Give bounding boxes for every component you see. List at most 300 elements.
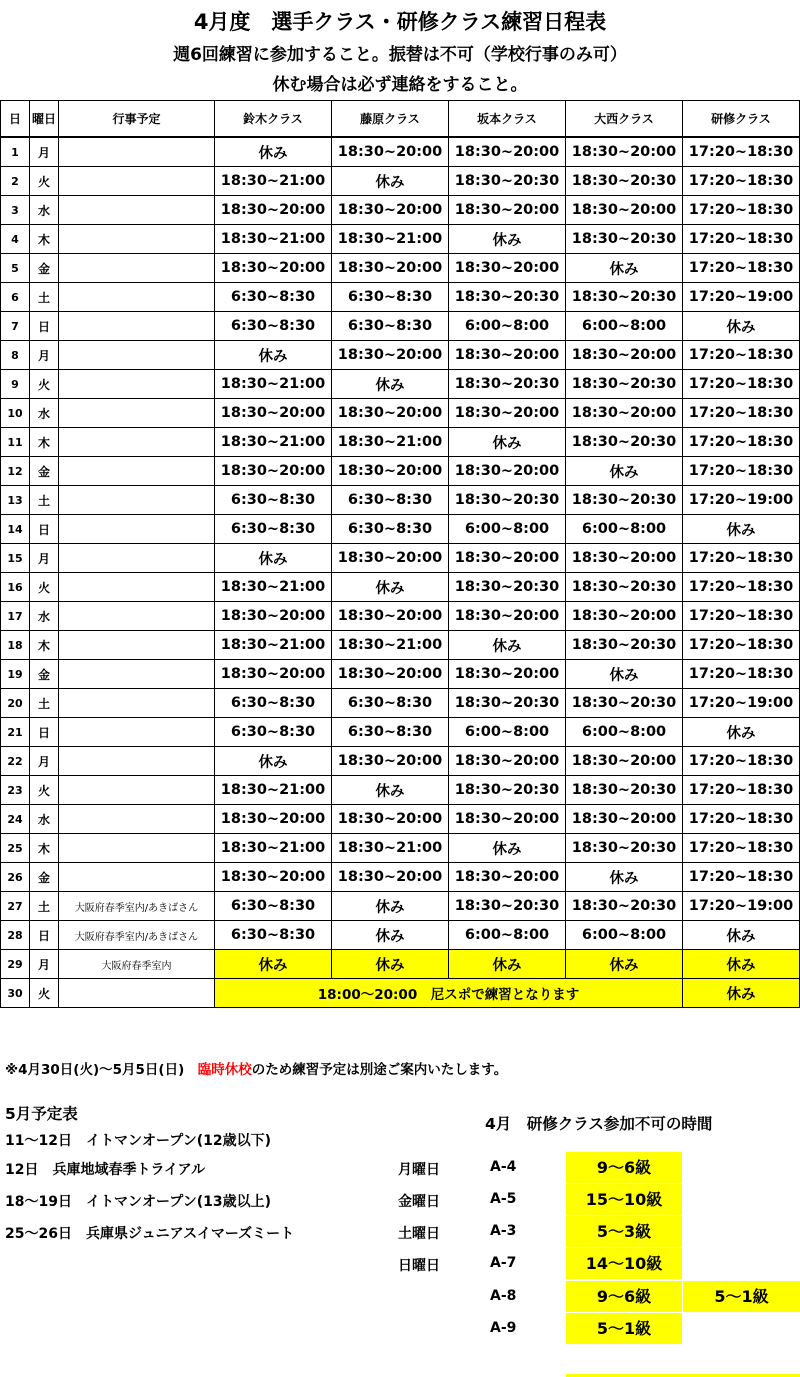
- cell-dow: 月: [30, 544, 59, 573]
- cell-dow: 木: [30, 225, 59, 254]
- cell-dow: 水: [30, 805, 59, 834]
- table-row: [1, 892, 800, 921]
- cell-onishi: 休み: [566, 254, 683, 283]
- restriction-group: A-4: [490, 1159, 517, 1175]
- cell-kenshu: 17:20~18:30: [683, 196, 800, 225]
- cell-kenshu: 17:20~18:30: [683, 341, 800, 370]
- cell-event: [59, 254, 215, 283]
- cell-kenshu: 17:20~18:30: [683, 167, 800, 196]
- cell-sakamoto: 18:30~20:30: [449, 892, 566, 921]
- cell-event: [59, 515, 215, 544]
- table-row: [1, 718, 800, 747]
- cell-day: 7: [1, 312, 30, 341]
- cell-day: 19: [1, 660, 30, 689]
- cell-kenshu: 17:20~18:30: [683, 399, 800, 428]
- cell-event: [59, 979, 215, 1008]
- col-header-onishi: 大西クラス: [566, 101, 683, 138]
- cell-dow: 金: [30, 254, 59, 283]
- cell-kenshu: 休み: [683, 312, 800, 341]
- table-row: [1, 660, 800, 689]
- cell-suzuki: 6:30~8:30: [215, 515, 332, 544]
- may-schedule-item: 18～19日 イトマンオープン(13歳以上): [5, 1194, 271, 1210]
- restriction-group: A-8: [490, 1288, 517, 1304]
- cell-kenshu: 休み: [683, 950, 800, 979]
- cell-dow: 月: [30, 341, 59, 370]
- cell-sakamoto: 18:30~20:30: [449, 370, 566, 399]
- cell-sakamoto: 休み: [449, 950, 566, 979]
- cell-suzuki: 18:30~20:00: [215, 863, 332, 892]
- cell-fujiwara: 18:30~20:00: [332, 602, 449, 631]
- cell-kenshu: 17:20~19:00: [683, 283, 800, 312]
- cell-suzuki: 18:30~21:00: [215, 428, 332, 457]
- cell-fujiwara: 18:30~20:00: [332, 660, 449, 689]
- table-row: [1, 834, 800, 863]
- cell-onishi: 18:30~20:00: [566, 544, 683, 573]
- restriction-group: A-7: [490, 1255, 517, 1271]
- cell-day: 4: [1, 225, 30, 254]
- cell-day: 21: [1, 718, 30, 747]
- cell-kenshu: 休み: [683, 921, 800, 950]
- cell-sakamoto: 休み: [449, 225, 566, 254]
- cell-fujiwara: 6:30~8:30: [332, 283, 449, 312]
- cell-suzuki: 休み: [215, 137, 332, 167]
- table-row: [1, 544, 800, 573]
- table-row: [1, 689, 800, 718]
- cell-day: 18: [1, 631, 30, 660]
- table-row: [1, 167, 800, 196]
- restriction-day: 土曜日: [398, 1226, 440, 1242]
- table-row: [1, 196, 800, 225]
- cell-sakamoto: 18:30~20:00: [449, 254, 566, 283]
- cell-event: [59, 718, 215, 747]
- cell-dow: 土: [30, 689, 59, 718]
- closure-note-text: のため練習予定は別途ご案内いたします。: [251, 1062, 508, 1078]
- table-row: [1, 776, 800, 805]
- restriction-day: 月曜日: [398, 1162, 440, 1178]
- cell-sakamoto: 18:30~20:30: [449, 283, 566, 312]
- cell-event: [59, 863, 215, 892]
- cell-suzuki: 18:30~20:00: [215, 660, 332, 689]
- restriction-level: 9～6級: [566, 1281, 682, 1312]
- cell-kenshu: 17:20~18:30: [683, 544, 800, 573]
- cell-fujiwara: 18:30~21:00: [332, 428, 449, 457]
- table-row: [1, 312, 800, 341]
- cell-sakamoto: 18:30~20:00: [449, 457, 566, 486]
- cell-day: 16: [1, 573, 30, 602]
- cell-fujiwara: 休み: [332, 892, 449, 921]
- col-header-kenshu: 研修クラス: [683, 101, 800, 138]
- cell-fujiwara: 休み: [332, 921, 449, 950]
- restriction-level: 5～3級: [566, 1216, 682, 1247]
- cell-day: 14: [1, 515, 30, 544]
- cell-dow: 日: [30, 312, 59, 341]
- cell-suzuki: 18:30~21:00: [215, 776, 332, 805]
- cell-day: 15: [1, 544, 30, 573]
- cell-dow: 金: [30, 457, 59, 486]
- cell-event: [59, 137, 215, 167]
- cell-sakamoto: 18:30~20:00: [449, 602, 566, 631]
- instruction-line-1: 週6回練習に参加すること。振替は不可（学校行事のみ可）: [173, 45, 627, 65]
- closure-note: [5, 1058, 507, 1078]
- cell-sakamoto: 18:30~20:30: [449, 167, 566, 196]
- cell-kenshu: 17:20~18:30: [683, 863, 800, 892]
- cell-kenshu: 17:20~18:30: [683, 428, 800, 457]
- cell-onishi: 6:00~8:00: [566, 312, 683, 341]
- may-schedule-item: 11～12日 イトマンオープン(12歳以下): [5, 1133, 271, 1149]
- cell-onishi: 18:30~20:30: [566, 370, 683, 399]
- cell-suzuki: 18:30~21:00: [215, 225, 332, 254]
- cell-onishi: 18:30~20:30: [566, 167, 683, 196]
- cell-sakamoto: 6:00~8:00: [449, 515, 566, 544]
- restriction-group: A-3: [490, 1223, 517, 1239]
- cell-kenshu: 17:20~18:30: [683, 747, 800, 776]
- may-schedule-item: 25～26日 兵庫県ジュニアスイマーズミート: [5, 1226, 295, 1242]
- cell-onishi: 18:30~20:00: [566, 747, 683, 776]
- cell-fujiwara: 6:30~8:30: [332, 312, 449, 341]
- cell-onishi: 18:30~20:00: [566, 602, 683, 631]
- col-header-day: 日: [1, 101, 30, 138]
- cell-onishi: 18:30~20:30: [566, 689, 683, 718]
- cell-onishi: 18:30~20:30: [566, 573, 683, 602]
- cell-sakamoto: 18:30~20:00: [449, 137, 566, 167]
- cell-kenshu: 17:20~18:30: [683, 225, 800, 254]
- cell-sakamoto: 18:30~20:00: [449, 660, 566, 689]
- cell-kenshu: 17:20~19:00: [683, 486, 800, 515]
- cell-day: 27: [1, 892, 30, 921]
- table-row: [1, 486, 800, 515]
- cell-suzuki: 18:30~21:00: [215, 573, 332, 602]
- cell-dow: 木: [30, 428, 59, 457]
- cell-sakamoto: 18:30~20:00: [449, 747, 566, 776]
- cell-dow: 土: [30, 486, 59, 515]
- cell-event: [59, 312, 215, 341]
- cell-fujiwara: 18:30~20:00: [332, 196, 449, 225]
- cell-onishi: 休み: [566, 660, 683, 689]
- cell-sakamoto: 休み: [449, 631, 566, 660]
- cell-fujiwara: 18:30~20:00: [332, 137, 449, 167]
- cell-event: [59, 370, 215, 399]
- cell-sakamoto: 18:30~20:30: [449, 689, 566, 718]
- cell-day: 25: [1, 834, 30, 863]
- cell-kenshu: 17:20~18:30: [683, 660, 800, 689]
- cell-suzuki: 18:30~20:00: [215, 805, 332, 834]
- cell-dow: 金: [30, 863, 59, 892]
- cell-event: [59, 834, 215, 863]
- restriction-level: 9～6級: [566, 1152, 682, 1183]
- restriction-level: 15～10級: [566, 1184, 682, 1215]
- cell-kenshu: 休み: [683, 515, 800, 544]
- cell-event: [59, 457, 215, 486]
- cell-fujiwara: 6:30~8:30: [332, 718, 449, 747]
- cell-dow: 水: [30, 196, 59, 225]
- cell-suzuki: 休み: [215, 950, 332, 979]
- cell-sakamoto: 18:30~20:30: [449, 776, 566, 805]
- cell-suzuki: 6:30~8:30: [215, 312, 332, 341]
- cell-fujiwara: 18:30~21:00: [332, 225, 449, 254]
- cell-day: 11: [1, 428, 30, 457]
- cell-event: [59, 283, 215, 312]
- table-row: [1, 602, 800, 631]
- cell-dow: 木: [30, 631, 59, 660]
- cell-dow: 火: [30, 167, 59, 196]
- cell-onishi: 18:30~20:30: [566, 428, 683, 457]
- cell-fujiwara: 休み: [332, 370, 449, 399]
- cell-kenshu: 休み: [683, 979, 800, 1008]
- cell-event: 大阪府春季室内/あきばさん: [59, 921, 215, 950]
- cell-onishi: 18:30~20:30: [566, 486, 683, 515]
- cell-event: [59, 602, 215, 631]
- cell-day: 22: [1, 747, 30, 776]
- cell-onishi: 休み: [566, 863, 683, 892]
- cell-event: [59, 747, 215, 776]
- cell-event: [59, 225, 215, 254]
- restriction-day: 金曜日: [398, 1194, 440, 1210]
- cell-fujiwara: 18:30~20:00: [332, 254, 449, 283]
- cell-sakamoto: 18:30~20:00: [449, 544, 566, 573]
- table-row: [1, 137, 800, 167]
- cell-suzuki: 6:30~8:30: [215, 486, 332, 515]
- restriction-title: 4月 研修クラス参加不可の時間: [485, 1115, 713, 1133]
- cell-day: 24: [1, 805, 30, 834]
- cell-onishi: 18:30~20:30: [566, 834, 683, 863]
- cell-kenshu: 17:20~18:30: [683, 137, 800, 167]
- cell-event: 大阪府春季室内: [59, 950, 215, 979]
- schedule-table: [0, 100, 800, 1008]
- cell-sakamoto: 18:30~20:30: [449, 573, 566, 602]
- cell-fujiwara: 18:30~20:00: [332, 341, 449, 370]
- cell-day: 8: [1, 341, 30, 370]
- cell-kenshu: 17:20~18:30: [683, 370, 800, 399]
- cell-merged-notice: 18:00～20:00 尼スポで練習となります: [215, 979, 683, 1008]
- cell-onishi: 休み: [566, 457, 683, 486]
- cell-suzuki: 6:30~8:30: [215, 718, 332, 747]
- cell-onishi: 18:30~20:30: [566, 631, 683, 660]
- cell-fujiwara: 6:30~8:30: [332, 486, 449, 515]
- cell-dow: 火: [30, 370, 59, 399]
- table-row: [1, 515, 800, 544]
- cell-event: [59, 486, 215, 515]
- cell-dow: 土: [30, 892, 59, 921]
- col-header-dow: 曜日: [30, 101, 59, 138]
- restriction-level: 14～10級: [566, 1248, 682, 1279]
- table-row: [1, 631, 800, 660]
- cell-kenshu: 17:20~18:30: [683, 254, 800, 283]
- cell-onishi: 18:30~20:30: [566, 892, 683, 921]
- col-header-sakamoto: 坂本クラス: [449, 101, 566, 138]
- cell-kenshu: 17:20~18:30: [683, 631, 800, 660]
- cell-sakamoto: 休み: [449, 428, 566, 457]
- cell-day: 23: [1, 776, 30, 805]
- cell-event: [59, 660, 215, 689]
- cell-event: [59, 805, 215, 834]
- table-row: [1, 341, 800, 370]
- cell-onishi: 6:00~8:00: [566, 515, 683, 544]
- cell-dow: 月: [30, 747, 59, 776]
- table-row: [1, 979, 800, 1008]
- col-header-suzuki: 鈴木クラス: [215, 101, 332, 138]
- page-title: 4月度 選手クラス・研修クラス練習日程表: [193, 10, 607, 34]
- cell-day: 29: [1, 950, 30, 979]
- table-header-row: [1, 101, 800, 138]
- cell-fujiwara: 18:30~21:00: [332, 834, 449, 863]
- col-header-event: 行事予定: [59, 101, 215, 138]
- cell-kenshu: 17:20~18:30: [683, 776, 800, 805]
- cell-fujiwara: 18:30~20:00: [332, 863, 449, 892]
- table-row: [1, 428, 800, 457]
- cell-day: 2: [1, 167, 30, 196]
- cell-suzuki: 18:30~20:00: [215, 399, 332, 428]
- table-row: [1, 225, 800, 254]
- table-row: [1, 863, 800, 892]
- cell-dow: 木: [30, 834, 59, 863]
- cell-sakamoto: 18:30~20:00: [449, 805, 566, 834]
- cell-fujiwara: 休み: [332, 573, 449, 602]
- table-row: [1, 399, 800, 428]
- cell-day: 9: [1, 370, 30, 399]
- cell-event: [59, 776, 215, 805]
- cell-sakamoto: 18:30~20:30: [449, 486, 566, 515]
- table-row: [1, 747, 800, 776]
- cell-event: [59, 399, 215, 428]
- cell-kenshu: 17:20~18:30: [683, 457, 800, 486]
- cell-day: 10: [1, 399, 30, 428]
- cell-day: 6: [1, 283, 30, 312]
- cell-suzuki: 休み: [215, 747, 332, 776]
- cell-fujiwara: 18:30~20:00: [332, 399, 449, 428]
- cell-day: 3: [1, 196, 30, 225]
- cell-sakamoto: 6:00~8:00: [449, 921, 566, 950]
- cell-fujiwara: 休み: [332, 950, 449, 979]
- cell-kenshu: 17:20~18:30: [683, 573, 800, 602]
- cell-day: 5: [1, 254, 30, 283]
- cell-day: 26: [1, 863, 30, 892]
- cell-event: [59, 631, 215, 660]
- cell-fujiwara: 18:30~20:00: [332, 805, 449, 834]
- cell-fujiwara: 休み: [332, 167, 449, 196]
- cell-onishi: 18:30~20:30: [566, 283, 683, 312]
- restriction-level: 5～1級: [566, 1313, 682, 1344]
- table-row: [1, 921, 800, 950]
- cell-onishi: 18:30~20:00: [566, 399, 683, 428]
- cell-dow: 日: [30, 515, 59, 544]
- cell-dow: 水: [30, 399, 59, 428]
- cell-kenshu: 休み: [683, 718, 800, 747]
- cell-onishi: 6:00~8:00: [566, 718, 683, 747]
- cell-sakamoto: 18:30~20:00: [449, 863, 566, 892]
- closure-note-dates: ※4月30日(火)～5月5日(日): [5, 1062, 185, 1078]
- cell-day: 12: [1, 457, 30, 486]
- cell-fujiwara: 6:30~8:30: [332, 689, 449, 718]
- cell-suzuki: 6:30~8:30: [215, 921, 332, 950]
- cell-fujiwara: 18:30~20:00: [332, 544, 449, 573]
- cell-dow: 日: [30, 718, 59, 747]
- cell-onishi: 18:30~20:00: [566, 196, 683, 225]
- table-row: [1, 573, 800, 602]
- cell-kenshu: 17:20~18:30: [683, 834, 800, 863]
- table-row: [1, 457, 800, 486]
- cell-onishi: 6:00~8:00: [566, 921, 683, 950]
- may-schedule-item: 12日 兵庫地域春季トライアル: [5, 1162, 206, 1178]
- cell-dow: 水: [30, 602, 59, 631]
- cell-suzuki: 6:30~8:30: [215, 892, 332, 921]
- cell-fujiwara: 18:30~21:00: [332, 631, 449, 660]
- cell-event: 大阪府春季室内/あきばさん: [59, 892, 215, 921]
- cell-kenshu: 17:20~19:00: [683, 892, 800, 921]
- cell-suzuki: 18:30~20:00: [215, 254, 332, 283]
- cell-event: [59, 196, 215, 225]
- cell-sakamoto: 6:00~8:00: [449, 312, 566, 341]
- cell-suzuki: 休み: [215, 544, 332, 573]
- cell-suzuki: 18:30~21:00: [215, 370, 332, 399]
- cell-kenshu: 17:20~18:30: [683, 805, 800, 834]
- cell-fujiwara: 18:30~20:00: [332, 747, 449, 776]
- cell-fujiwara: 18:30~20:00: [332, 457, 449, 486]
- table-row: [1, 950, 800, 979]
- cell-day: 20: [1, 689, 30, 718]
- table-row: [1, 805, 800, 834]
- cell-sakamoto: 休み: [449, 834, 566, 863]
- cell-dow: 月: [30, 950, 59, 979]
- cell-fujiwara: 休み: [332, 776, 449, 805]
- cell-event: [59, 341, 215, 370]
- cell-onishi: 18:30~20:00: [566, 137, 683, 167]
- cell-suzuki: 18:30~21:00: [215, 167, 332, 196]
- cell-event: [59, 428, 215, 457]
- restriction-group: A-5: [490, 1191, 517, 1207]
- cell-suzuki: 18:30~21:00: [215, 631, 332, 660]
- table-row: [1, 283, 800, 312]
- instruction-line-2: 休む場合は必ず連絡をすること。: [272, 75, 528, 95]
- cell-sakamoto: 6:00~8:00: [449, 718, 566, 747]
- cell-suzuki: 休み: [215, 341, 332, 370]
- cell-dow: 火: [30, 979, 59, 1008]
- restriction-level-extra: 5～1級: [683, 1281, 800, 1312]
- cell-dow: 火: [30, 573, 59, 602]
- cell-suzuki: 18:30~21:00: [215, 834, 332, 863]
- cell-event: [59, 544, 215, 573]
- cell-onishi: 18:30~20:00: [566, 805, 683, 834]
- cell-day: 1: [1, 137, 30, 167]
- cell-day: 28: [1, 921, 30, 950]
- cell-dow: 月: [30, 137, 59, 167]
- cell-suzuki: 18:30~20:00: [215, 457, 332, 486]
- cell-day: 13: [1, 486, 30, 515]
- restriction-group: A-9: [490, 1320, 517, 1336]
- cell-sakamoto: 18:30~20:00: [449, 341, 566, 370]
- restriction-day: 日曜日: [398, 1258, 440, 1274]
- cell-dow: 金: [30, 660, 59, 689]
- cell-event: [59, 573, 215, 602]
- table-row: [1, 370, 800, 399]
- cell-onishi: 休み: [566, 950, 683, 979]
- cell-day: 17: [1, 602, 30, 631]
- col-header-fujiwara: 藤原クラス: [332, 101, 449, 138]
- cell-suzuki: 18:30~20:00: [215, 602, 332, 631]
- cell-dow: 日: [30, 921, 59, 950]
- cell-onishi: 18:30~20:30: [566, 776, 683, 805]
- cell-onishi: 18:30~20:00: [566, 341, 683, 370]
- cell-sakamoto: 18:30~20:00: [449, 196, 566, 225]
- cell-event: [59, 689, 215, 718]
- may-schedule-title: 5月予定表: [5, 1105, 78, 1123]
- cell-suzuki: 6:30~8:30: [215, 689, 332, 718]
- cell-fujiwara: 6:30~8:30: [332, 515, 449, 544]
- closure-note-highlight: 臨時休校: [197, 1062, 252, 1078]
- cell-day: 30: [1, 979, 30, 1008]
- cell-event: [59, 167, 215, 196]
- cell-sakamoto: 18:30~20:00: [449, 399, 566, 428]
- cell-dow: 土: [30, 283, 59, 312]
